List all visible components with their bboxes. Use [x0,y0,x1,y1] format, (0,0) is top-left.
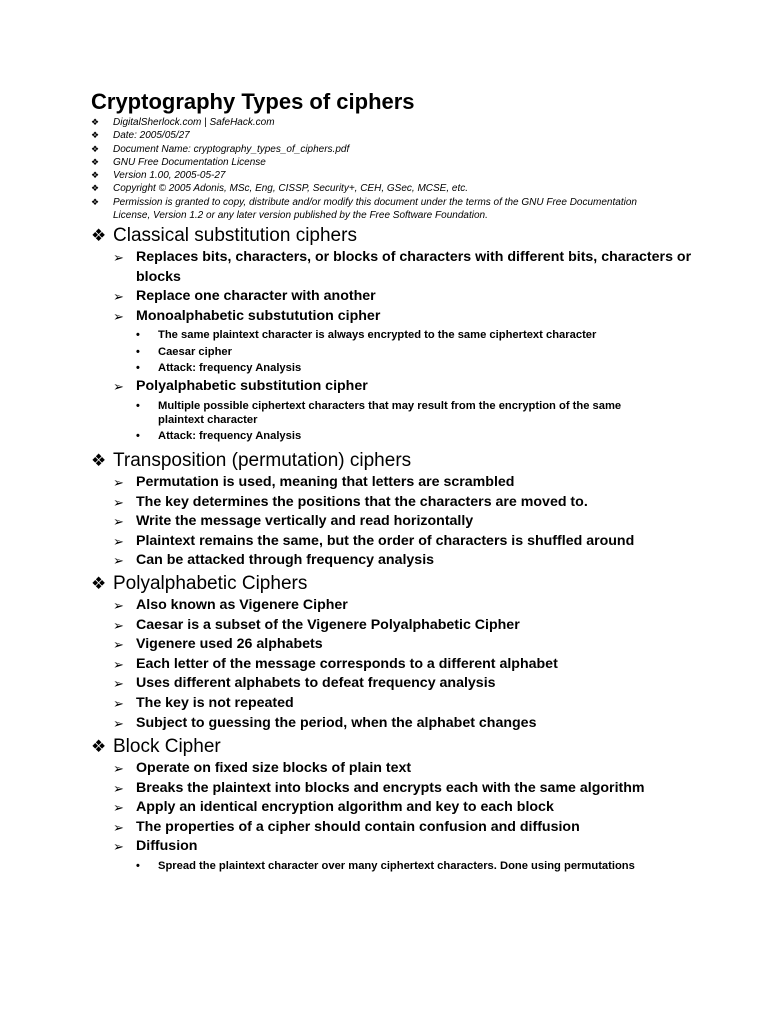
diamond-bullet-icon: ❖ [91,574,107,593]
dot-bullet-icon: • [136,345,140,358]
meta-text: Permission is granted to copy, distribute and/or modify this document under the terms of the GNU Free Documentation License, Version 1.2 or any later version published by the Free Software Foundation. [113,196,637,222]
section-heading-text: Classical substitution ciphers [113,225,357,246]
diamond-bullet-icon: ❖ [91,196,100,207]
metadata-list [91,116,691,222]
section-heading [91,224,731,248]
dot-bullet-icon: • [136,329,140,342]
dot-bullet-icon: • [136,361,140,374]
meta-item [91,143,691,156]
list-item [91,714,731,734]
list-item-text: Each letter of the message corresponds to a different alphabet [136,655,558,672]
diamond-bullet-icon: ❖ [91,156,100,167]
sub-list-item-text: Attack: frequency Analysis [158,361,302,374]
list-item [91,694,731,714]
list-item-text: Can be attacked through frequency analysis [136,552,435,569]
arrow-bullet-icon: ➢ [113,533,124,549]
meta-text: Document Name: cryptography_types_of_ciphers.pdf [113,143,350,155]
list-item-text: Subject to guessing the period, when the alphabet changes [136,714,537,731]
list-item [91,779,731,799]
sub-list-item [91,399,731,427]
list-item-text: Plaintext remains the same, but the order of characters is shuffled around [136,532,635,549]
section-block-cipher [91,735,731,875]
list-item-text: Monoalphabetic substutution cipher [136,307,381,324]
meta-item [91,169,691,182]
list-item [91,655,731,675]
section-heading [91,449,731,473]
list-item-text: Uses different alphabets to defeat frequency analysis [136,675,496,692]
list-item [91,377,731,397]
section-classical-substitution [91,224,731,445]
list-item-text: Replaces bits, characters, or blocks of characters with different bits, characters or blocks [136,249,692,285]
arrow-bullet-icon: ➢ [113,656,124,672]
arrow-bullet-icon: ➢ [113,715,124,731]
sub-list-item-text: Multiple possible ciphertext characters that may result from the encryption of the same plaintext character [158,399,622,426]
list-item [91,551,731,571]
list-item-text: Operate on fixed size blocks of plain text [136,760,412,776]
list-item [91,596,731,616]
meta-item [91,196,691,223]
arrow-bullet-icon: ➢ [113,695,124,711]
meta-item [91,129,691,142]
sub-list-item-text: Spread the plaintext character over many ciphertext characters. Done using permutations [158,859,635,872]
list-item [91,674,731,694]
section-transposition [91,449,731,571]
list-item-text: Also known as Vigenere Cipher [136,597,348,613]
list-item-text: Apply an identical encryption algorithm and key to each block [136,799,554,816]
list-item-text: The key determines the positions that the characters are moved to. [136,493,588,510]
dot-bullet-icon: • [136,429,140,442]
list-item [91,798,731,818]
list-item-text: Polyalphabetic substitution cipher [136,377,368,394]
arrow-bullet-icon: ➢ [113,676,124,692]
arrow-bullet-icon: ➢ [113,819,124,835]
list-item-text: Breaks the plaintext into blocks and encrypts each with the same algorithm [136,779,645,796]
arrow-bullet-icon: ➢ [113,250,124,265]
meta-text: DigitalSherlock.com | SafeHack.com [113,117,275,128]
list-item-text: Permutation is used, meaning that letters are scrambled [136,474,515,490]
sub-list-item [91,328,731,342]
sub-list-item-text: The same plaintext character is always encrypted to the same ciphertext character [158,329,597,342]
list-item-text: Caesar is a subset of the Vigenere Polyalphabetic Cipher [136,616,520,633]
meta-item [91,156,691,169]
arrow-bullet-icon: ➢ [113,839,124,855]
dot-bullet-icon: • [136,859,140,872]
list-item [91,248,731,287]
section-heading [91,735,731,759]
list-item [91,635,731,655]
section-heading-text: Polyalphabetic Ciphers [113,573,308,594]
arrow-bullet-icon: ➢ [113,475,124,490]
section-heading-text: Block Cipher [113,736,221,757]
sub-list-item [91,345,731,359]
arrow-bullet-icon: ➢ [113,637,124,653]
diamond-bullet-icon: ❖ [91,737,107,756]
list-item-text: Write the message vertically and read horizontally [136,513,474,530]
diamond-bullet-icon: ❖ [91,117,100,127]
meta-text: Copyright © 2005 Adonis, MSc, Eng, CISSP, Security+, CEH, GSec, MCSE, etc. [113,183,469,195]
page-title: Cryptography Types of ciphers [91,89,415,114]
section-heading-text: Transposition (permutation) ciphers [113,450,412,471]
list-item-text: Vigenere used 26 alphabets [136,636,323,653]
list-item [91,759,731,779]
meta-item [91,116,691,129]
arrow-bullet-icon: ➢ [113,553,124,569]
section-heading [91,572,731,596]
list-item-text: Diffusion [136,838,198,855]
list-item-text: Replace one character with another [136,288,376,305]
list-item-text: The properties of a cipher should contain confusion and diffusion [136,818,580,835]
sub-list-item [91,429,731,443]
list-item [91,493,731,513]
list-item [91,512,731,532]
list-item [91,307,731,327]
arrow-bullet-icon: ➢ [113,761,124,776]
meta-item [91,182,691,195]
diamond-bullet-icon: ❖ [91,170,100,181]
arrow-bullet-icon: ➢ [113,494,124,510]
arrow-bullet-icon: ➢ [113,617,124,633]
arrow-bullet-icon: ➢ [113,289,124,305]
section-polyalphabetic [91,572,731,733]
arrow-bullet-icon: ➢ [113,378,124,394]
arrow-bullet-icon: ➢ [113,514,124,530]
arrow-bullet-icon: ➢ [113,780,124,796]
arrow-bullet-icon: ➢ [113,308,124,324]
sub-list-item-text: Attack: frequency Analysis [158,429,302,442]
arrow-bullet-icon: ➢ [113,598,124,613]
diamond-bullet-icon: ❖ [91,183,100,194]
diamond-bullet-icon: ❖ [91,226,107,245]
diamond-bullet-icon: ❖ [91,130,100,141]
sub-list-item [91,361,731,375]
list-item [91,818,731,838]
diamond-bullet-icon: ❖ [91,143,100,154]
meta-text: Version 1.00, 2005-05-27 [113,170,226,182]
sub-list-item-text: Caesar cipher [158,345,233,358]
list-item [91,837,731,857]
list-item [91,616,731,636]
list-item [91,473,731,493]
dot-bullet-icon: • [136,399,140,412]
list-item-text: The key is not repeated [136,694,294,711]
list-item [91,532,731,552]
diamond-bullet-icon: ❖ [91,451,107,470]
arrow-bullet-icon: ➢ [113,800,124,816]
sub-list-item [91,859,731,873]
list-item [91,287,731,307]
meta-text: GNU Free Documentation License [113,156,266,168]
meta-text: Date: 2005/05/27 [113,130,190,142]
